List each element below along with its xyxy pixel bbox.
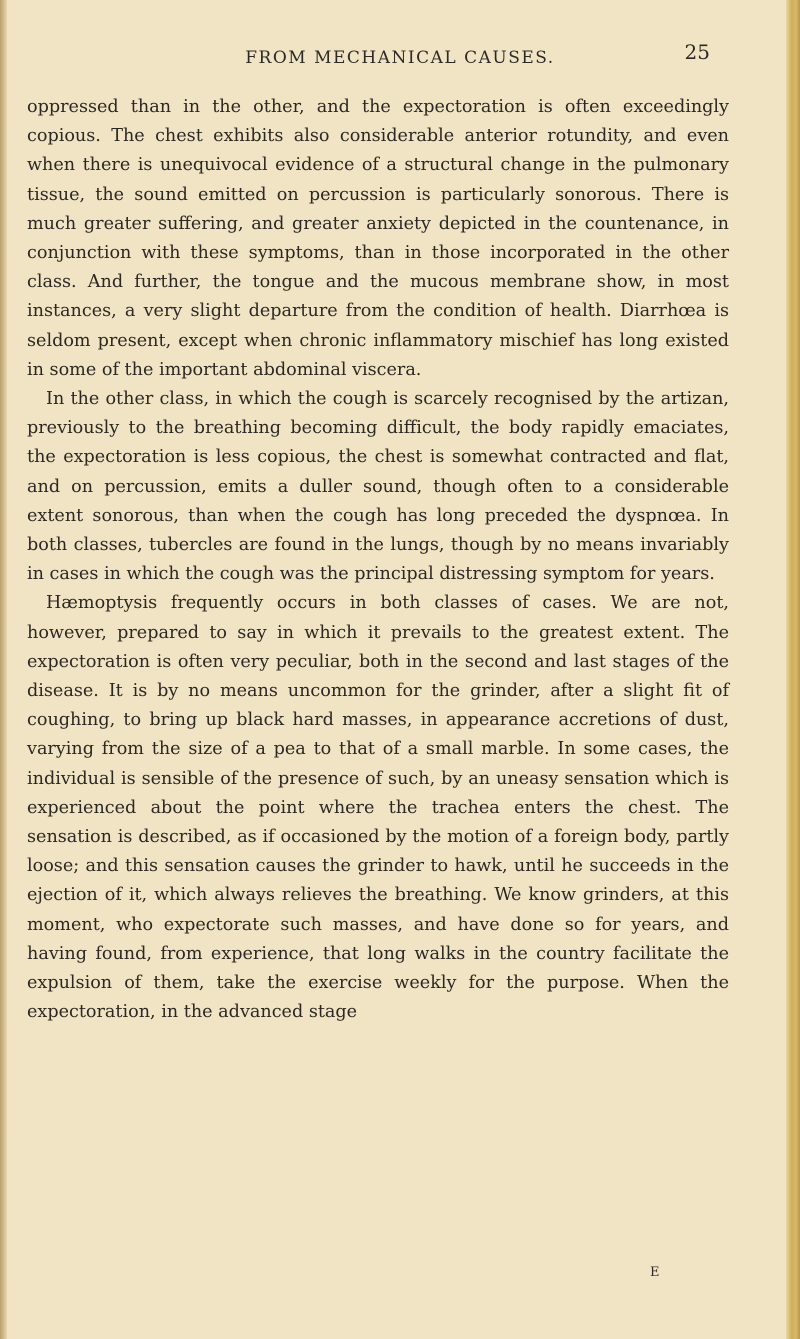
- signature-mark: E: [650, 1265, 660, 1280]
- paragraph: In the other class, in which the cough is scarcely recognised by the artizan, previously to the breathing becoming difficult, the body rapidly emaciates, the expectoration is less copious, the chest is somewhat contracted and flat, and on percussion, emits a duller sound, though often to a considerable extent sonorous, than when the cough has long preceded the dyspnœa. In both classes, tubercles are found in the lungs, though by no means invariably in cases in which the cough was the principal distressing symptom for years.: [27, 389, 729, 585]
- running-title: FROM MECHANICAL CAUSES.: [245, 48, 555, 68]
- page-number: 25: [684, 40, 710, 64]
- page-header: [0, 40, 800, 80]
- paragraph: oppressed than in the other, and the expectoration is often exceedingly copious. The chest exhibits also considerable anterior rotundity, and even when there is unequivocal evidence of a structural change in the pulmonary tissue, the sound emitted on percussion is particularly sonorous. There is much greater suffering, and greater anxiety depicted in the countenance, in conjunction with these symptoms, than in those incorporated in the other class. And further, the tongue and the mucous membrane show, in most instances, a very slight departure from the condition of health. Diarrhœa is seldom present, except when chronic inflammatory mischief has long existed in some of the important abdominal viscera.: [27, 97, 729, 380]
- body-text: [27, 93, 729, 1028]
- paragraph: Hæmoptysis frequently occurs in both classes of cases. We are not, however, prepared to say in which it prevails to the greatest extent. The expectoration is often very peculiar, both in the second and last stages of the disease. It is by no means uncommon for the grinder, after a slight fit of coughing, to bring up black hard masses, in appearance accretions of dust, varying from the size of a pea to that of a small marble. In some cases, the individual is sensible of the presence of such, by an uneasy sensation which is experienced about the point where the trachea enters the chest. The sensation is described, as if occasioned by the motion of a foreign body, partly loose; and this sensation causes the grinder to hawk, until he succeeds in the ejection of it, which always relieves the breathing. We know grinders, at this moment, who expectorate such masses, and have done so for years, and having found, from experience, that long walks in the country facilitate the expulsion of them, take the exercise weekly for the purpose. When the expectoration, in the advanced stage: [27, 593, 729, 1023]
- page-left-edge: [0, 0, 7, 1339]
- page-right-edge: [786, 0, 800, 1339]
